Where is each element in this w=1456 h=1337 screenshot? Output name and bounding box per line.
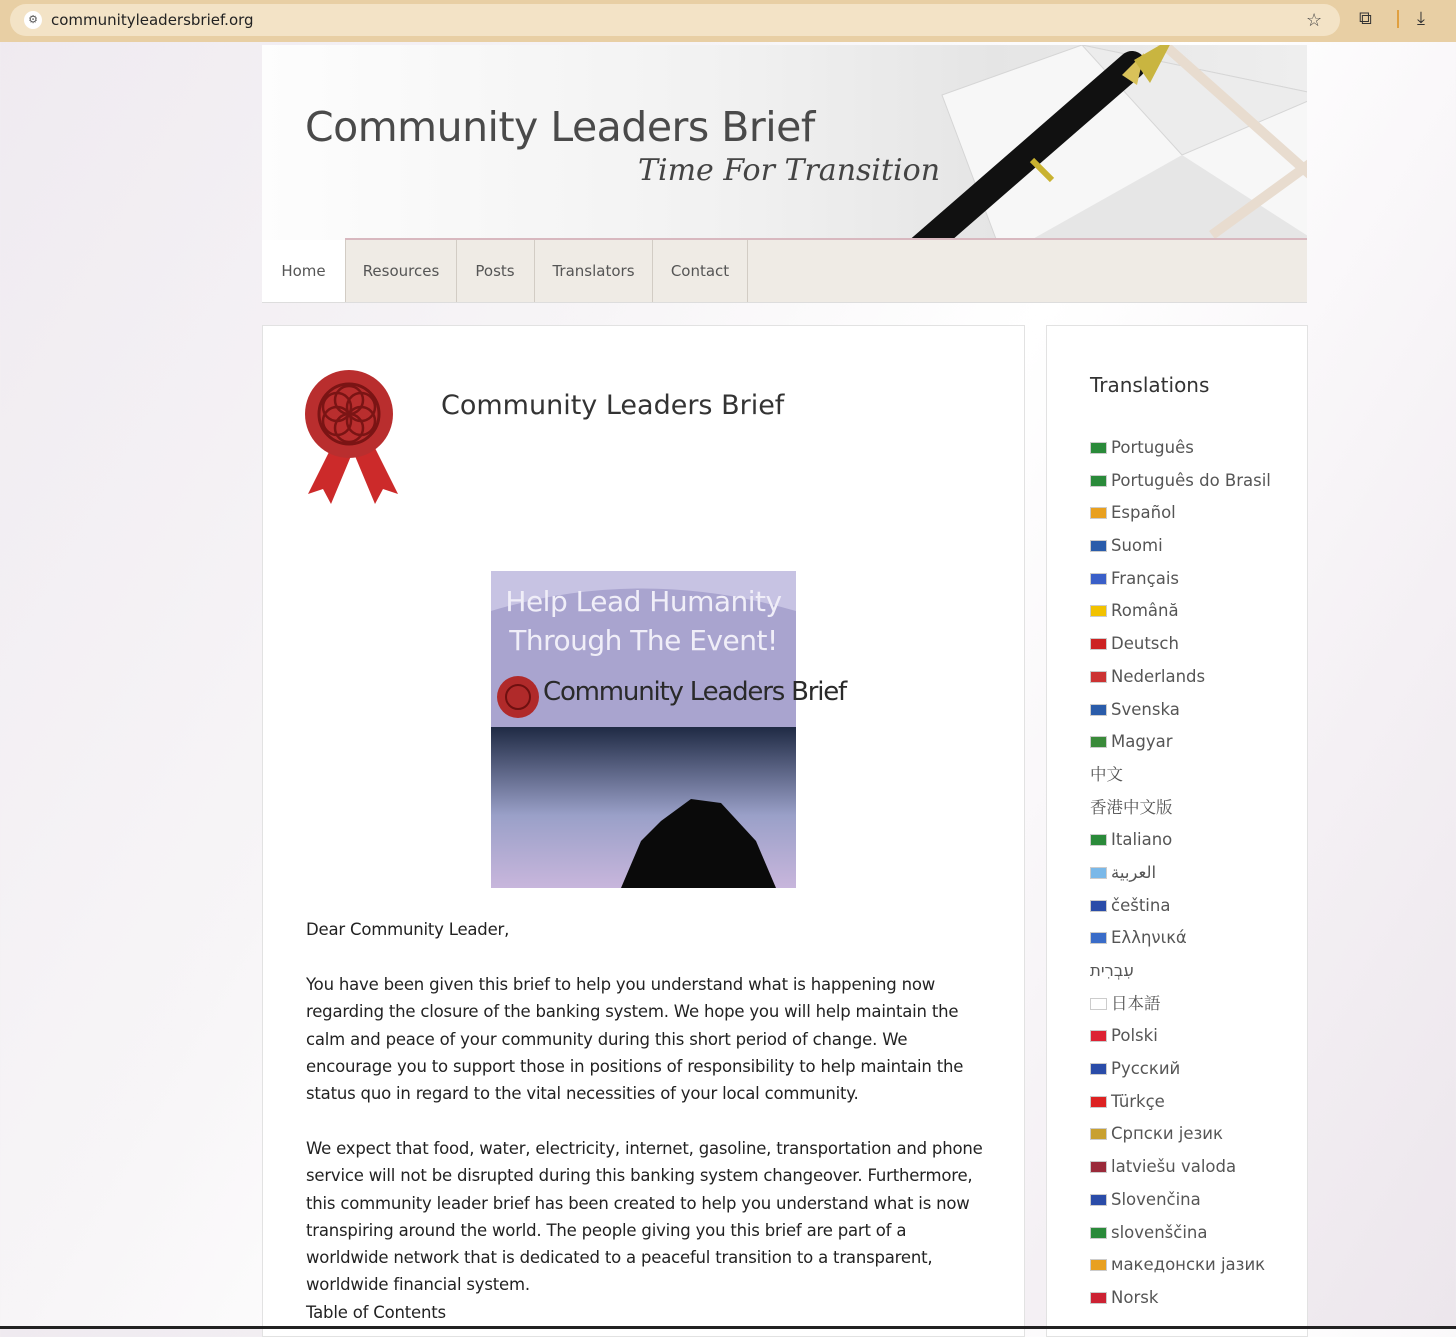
language-label[interactable]: 日本語 <box>1111 993 1161 1013</box>
table-of-contents-heading: Table of Contents <box>306 1303 446 1322</box>
main-nav <box>262 240 1307 303</box>
flag-icon <box>1090 1096 1107 1108</box>
flag-icon <box>1090 442 1107 454</box>
language-link[interactable] <box>1090 1250 1271 1283</box>
language-link[interactable] <box>1090 531 1271 564</box>
language-link[interactable] <box>1090 858 1271 891</box>
nav-item-posts[interactable]: Posts <box>456 240 535 302</box>
sidebar-title: Translations <box>1090 373 1210 397</box>
language-link[interactable] <box>1090 498 1271 531</box>
flag-icon <box>1090 540 1107 552</box>
language-label[interactable]: Norsk <box>1111 1287 1159 1307</box>
language-link[interactable] <box>1090 793 1271 826</box>
envelope-pen-seal-illustration <box>882 45 1307 240</box>
language-label[interactable]: 中文 <box>1090 764 1123 784</box>
language-label[interactable]: latviešu valoda <box>1111 1157 1237 1177</box>
greeting: Dear Community Leader, <box>306 920 510 939</box>
flag-icon <box>1090 736 1107 748</box>
language-label[interactable]: العربية <box>1111 862 1157 882</box>
download-icon[interactable]: ⤓ <box>1417 8 1425 28</box>
event-banner-image <box>491 571 846 888</box>
flag-icon <box>1090 1128 1107 1140</box>
language-list <box>1090 433 1271 1316</box>
flag-icon <box>1090 867 1107 879</box>
language-link[interactable] <box>1090 891 1271 924</box>
language-label[interactable]: Ελληνικά <box>1111 928 1187 948</box>
language-link[interactable] <box>1090 662 1271 695</box>
language-link[interactable] <box>1090 1283 1271 1316</box>
site-settings-icon[interactable]: ⚙ <box>24 11 42 29</box>
language-link[interactable] <box>1090 956 1271 989</box>
flag-icon <box>1090 900 1107 912</box>
language-label[interactable]: Português do Brasil <box>1111 470 1271 490</box>
language-label[interactable]: Italiano <box>1111 830 1173 850</box>
language-link[interactable] <box>1090 1152 1271 1185</box>
site-title[interactable]: Community Leaders Brief <box>305 103 815 151</box>
address-bar[interactable] <box>10 4 1340 36</box>
flag-icon <box>1090 1259 1107 1271</box>
language-label[interactable]: Slovenčina <box>1111 1189 1201 1209</box>
flag-icon <box>1090 998 1107 1010</box>
nav-item-contact[interactable]: Contact <box>653 240 748 302</box>
language-link[interactable] <box>1090 1119 1271 1152</box>
bookmark-star-icon[interactable]: ☆ <box>1306 10 1323 30</box>
post-title: Community Leaders Brief <box>441 390 785 421</box>
wax-seal-icon <box>303 364 403 504</box>
nav-item-translators[interactable]: Translators <box>535 240 653 302</box>
flag-icon <box>1090 1292 1107 1304</box>
flag-icon <box>1090 704 1107 716</box>
language-label[interactable]: slovenščina <box>1111 1222 1208 1242</box>
language-link[interactable] <box>1090 1087 1271 1120</box>
nav-item-resources[interactable]: Resources <box>345 240 457 302</box>
language-label[interactable]: Magyar <box>1111 732 1173 752</box>
language-label[interactable]: македонски јазик <box>1111 1255 1266 1275</box>
flag-icon <box>1090 638 1107 650</box>
body-paragraph-1: You have been given this brief to help you understand what is happening now regarding the closure of the banking system. We hope you will help maintain the calm and peace of your community during this short period of change. We encourage you to support those in positions of responsibility to help maintain the status quo in regard to the vital necessities of your local community. <box>306 975 964 1104</box>
language-link[interactable] <box>1090 433 1271 466</box>
site-tagline: Time For Transition <box>638 153 941 188</box>
banner-line1: Help Lead Humanity <box>505 585 782 618</box>
flag-icon <box>1090 1227 1107 1239</box>
language-link[interactable] <box>1090 1054 1271 1087</box>
translations-sidebar <box>1046 325 1308 1337</box>
toolbar-separator <box>1397 10 1399 28</box>
language-label[interactable]: Română <box>1111 601 1179 621</box>
banner-line2: Through The Event! <box>509 624 778 657</box>
language-link[interactable] <box>1090 1218 1271 1251</box>
flag-icon <box>1090 1030 1107 1042</box>
language-label[interactable]: Português <box>1111 438 1194 457</box>
language-link[interactable] <box>1090 1185 1271 1218</box>
language-label[interactable]: Français <box>1111 568 1180 588</box>
flag-icon <box>1090 671 1107 683</box>
url-text[interactable]: communityleadersbrief.org <box>51 11 254 29</box>
flag-icon <box>1090 475 1107 487</box>
flag-icon <box>1090 1161 1107 1173</box>
language-link[interactable] <box>1090 1021 1271 1054</box>
language-label[interactable]: Español <box>1111 503 1176 523</box>
language-link[interactable] <box>1090 923 1271 956</box>
language-label[interactable]: 香港中文版 <box>1090 797 1173 817</box>
language-label[interactable]: Српски језик <box>1111 1124 1223 1144</box>
language-label[interactable]: Svenska <box>1111 699 1180 719</box>
language-link[interactable] <box>1090 825 1271 858</box>
language-link[interactable] <box>1090 727 1271 760</box>
flag-icon <box>1090 507 1107 519</box>
language-label[interactable]: Türkçe <box>1111 1091 1165 1111</box>
site-header <box>262 45 1307 240</box>
post-article <box>262 325 1025 1337</box>
language-link[interactable] <box>1090 564 1271 597</box>
language-link[interactable] <box>1090 596 1271 629</box>
banner-brand: Community Leaders Brief <box>543 677 846 707</box>
language-link[interactable] <box>1090 466 1271 499</box>
google-lens-icon[interactable]: ⧉ <box>1359 8 1372 28</box>
browser-toolbar <box>0 0 1456 42</box>
language-label[interactable]: Suomi <box>1111 536 1163 556</box>
language-link[interactable] <box>1090 629 1271 662</box>
language-label[interactable]: Polski <box>1111 1026 1158 1046</box>
language-label[interactable]: עִבְרִית <box>1090 961 1134 980</box>
flag-icon <box>1090 573 1107 585</box>
body-paragraph-2: We expect that food, water, electricity, internet, gasoline, transportation and phone service will not be disrupted during this banking system changeover. Furthermore, this community leader brief has been created to help you understand what is now transpiring around the world. The people giving you this brief are part of a worldwide network that is dedicated to a peaceful transition to a transparent, worldwide financial system. <box>306 1139 983 1295</box>
language-link[interactable] <box>1090 695 1271 728</box>
flag-icon <box>1090 1063 1107 1075</box>
language-link[interactable] <box>1090 760 1271 793</box>
language-link[interactable] <box>1090 989 1271 1022</box>
language-label[interactable]: Nederlands <box>1111 666 1206 686</box>
language-label[interactable]: Deutsch <box>1111 634 1179 654</box>
flag-icon <box>1090 1194 1107 1206</box>
flag-icon <box>1090 932 1107 944</box>
flag-icon <box>1090 605 1107 617</box>
nav-item-home[interactable]: Home <box>262 240 345 302</box>
flag-icon <box>1090 834 1107 846</box>
language-label[interactable]: Русский <box>1111 1059 1181 1079</box>
language-label[interactable]: čeština <box>1111 895 1171 915</box>
